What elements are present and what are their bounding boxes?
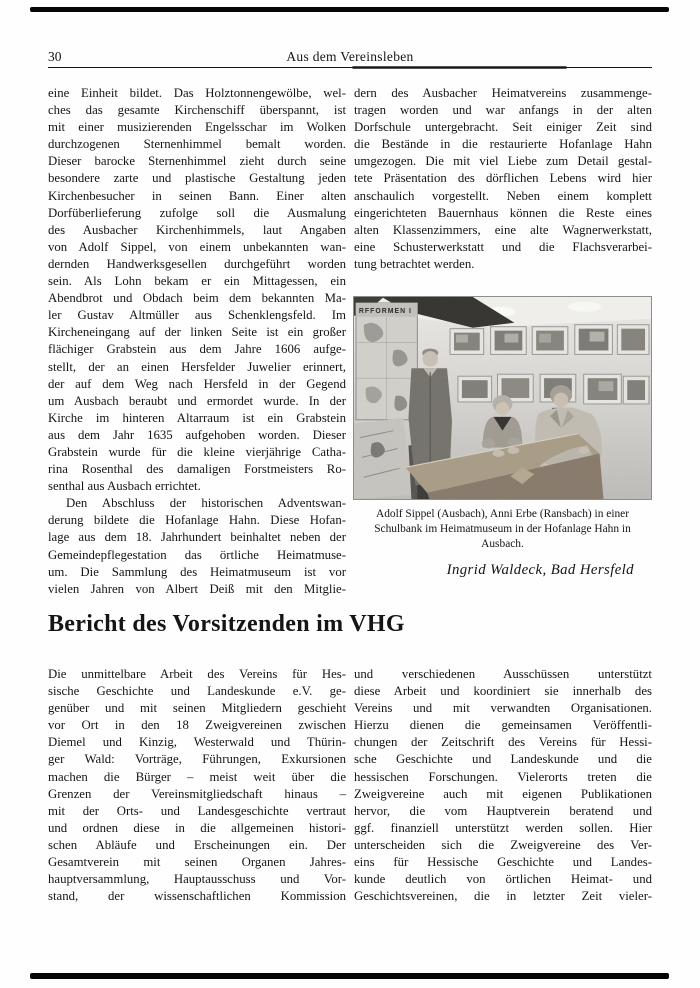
text-line: Abendbrot und Obdach beim dem bekannten Ma- [48,291,346,306]
poster-title: RFFORMEN I [358,307,412,315]
text-line: hessischen Forschungen. Vielerorts treten die [354,769,652,784]
text-line: vielen Jahren von Albert Deiß mit den Mitglie- [48,581,346,596]
article1-left-column [48,85,346,598]
text-line: ggf. finanziell unterstützt werden sollen. Hier [354,820,652,835]
text-line: ger Wald: Vorträge, Führungen, Exkursionen [48,752,346,767]
text-line: des Ausbacher Kirchenhimmels, laut Angaben [48,222,346,237]
text-line: Gesamtverein mit seinen Organen Jahres- [48,855,346,870]
text-line: Dieser barocke Sternenhimmel zieht durch seine [48,154,346,169]
text-line: hauptversammlung, Hauptausschuss und Vor- [48,872,346,887]
text-line: sche Geschichte und Landeskunde und die [354,752,652,767]
article1-left-paragraph2 [48,495,346,598]
text-line: genüber und mit seinen Mitgliedern geschieht [48,701,346,716]
text-line: mit der Orts- und Landesgeschichte vertraut [48,803,346,818]
text-line: von Adolf Sippel, von einem unbekannten wan- [48,239,346,254]
text-line: mit einer musizierenden Engelsschar im Wolken [48,120,346,135]
text-line: Diemel und Kinzig, Westerwald und Thürin- [48,735,346,750]
article1-right-paragraph [354,85,652,273]
text-line: alten Klassenzimmers, eine alte Wagnerwerkstatt, [354,222,652,237]
text-line: und ordnen diese in die allgemeinen histori- [48,820,346,835]
text-line: durchzogenen Sternenhimmel bemalt worden. [48,137,346,152]
text-line: ler Gustav Altmüller aus Schenklengsfeld. Im [48,308,346,323]
text-line: derung bildete die Hofanlage Hahn. Diese Hofan- [48,513,346,528]
text-line: aus dem Jahr 1635 aufgehoben worden. Dieser [48,427,346,442]
text-line: eingerichteten Bauernhaus können die Reste eines [354,205,652,220]
text-line: tete Präsentation des dörflichen Lebens wird hier [354,171,652,186]
text-line: eine Einheit bildet. Das Holztonnengewölbe, wel- [48,86,346,100]
museum-photo-illustration [354,297,651,499]
text-line: tung betrachtet werden. [354,256,475,271]
text-line: Kirche im hinteren Altarraum ist ein Grabstein [48,410,346,425]
article1-right-column [354,85,652,273]
text-line: Kirchenbesucher in seinen Bann. Einer alten [48,188,346,203]
text-line: dern des Ausbacher Heimatvereins zusammenge- [354,86,652,100]
text-line: Die unmittelbare Arbeit des Vereins für Hes- [48,667,346,681]
museum-photo [353,296,652,500]
text-line: lage aus dem 18. Jahrhundert beinhaltet neben der [48,530,346,545]
text-line: Geschichtsvereinen, die in letzter Zeit vieler- [354,889,652,904]
text-line: sische Geschichte und Landeskunde e.V. ge- [48,684,346,699]
text-line: Hierzu dienen die gemeinsamen Veröffentli- [354,718,652,733]
text-line: schen Abläufe und Erscheinungen ein. Der [48,837,346,852]
text-line: unterscheiden sich die Zweigvereine des Ver- [354,837,652,852]
text-line: Grabstein wurde für die kleine vierjährige Catha- [48,444,346,459]
text-line: tragen worden und war anfangs in der alten [354,103,652,118]
photo-caption [353,507,652,553]
text-line: sein. Als Lohn bekam er ein Mittagessen, ein [48,274,346,289]
text-line: machen die Bürger – meist weit über die [48,769,346,784]
text-line: flächiger Grabstein aus dem Jahre 1606 aufge- [48,342,346,357]
text-line: rina Rosenthal des damaligen Forstmeisters Ro- [48,462,346,477]
text-line: um Ausbach beraubt und ermordet wurde. In der [48,393,346,408]
text-line: um. Die Sammlung des Heimatmuseum ist vor [48,564,346,579]
text-line: Kircheneingang auf der linken Seite ist ein großer [48,325,346,340]
text-line: der auf dem Weg nach Hersfeld in der Gegend [48,376,346,391]
text-line: vor Ort in den 18 Zweigvereinen zwischen [48,718,346,733]
text-line: dernden Handwerksgesellen durchgeführt worden [48,256,346,271]
text-line: kunde deutlich von örtlichen Heimat- und [354,872,652,887]
text-line: diese Arbeit und koordiniert sie innerhalb des [354,684,652,699]
article2-right-column [354,666,652,905]
scan-edge-top-bar [30,7,669,12]
scan-edge-bottom-bar [30,973,669,979]
text-line: eine Schusterwerkstatt und die Flachsverarbei- [354,239,652,254]
text-line: Ausbach. [481,538,524,551]
header-rule-smudge [352,66,567,69]
text-line: Zweigvereine auch mit eigenen Publikationen [354,786,652,801]
text-line: ches das gesamte Kirchenschiff überspannt, ist [48,103,346,118]
text-line: und verschiedenen Ausschüssen unterstützt [354,667,652,681]
author-byline: Ingrid Waldeck, Bad Hersfeld [446,562,634,578]
text-line: stellt, der an einen Hersfelder Juwelier erinnert, [48,359,346,374]
text-line: senthal aus Ausbach errichtet. [48,479,201,494]
text-line: umgezogen. Die mit viel Liebe zum Detail gestal- [354,154,652,169]
film-grain-overlay [354,297,651,499]
text-line: Den Abschluss der historischen Adventswan- [66,496,346,511]
text-line: Grenzen der Vereinsmitgliedschaft hinaus – [48,786,346,801]
text-line: eins für Hessische Geschichte und Landes- [354,855,652,870]
text-line: Dorfschule untergebracht. Seit einiger Zeit sind [354,120,652,135]
text-line: anschaulich vorgestellt. Neben einem komplett [354,188,652,203]
text-line: Adolf Sippel (Ausbach), Anni Erbe (Ransbach) in einer [375,508,630,520]
text-line: Gemeindepflegestation das örtliche Heimatmuse- [48,547,346,562]
text-line: Dorfüberlieferung zufolge soll die Ausmalung [48,205,346,220]
section-title: Bericht des Vorsitzenden im VHG [48,611,405,637]
text-line: Vereins und mit verwandten Organisationen. [354,701,652,716]
text-line: chungen der Zeitschrift des Vereins für Hessi- [354,735,652,750]
article1-left-paragraph1 [48,85,346,495]
text-line: Schulbank im Heimatmuseum in der Hofanlage Hahn in [374,523,631,536]
article2-left-column [48,666,346,905]
running-header: Aus dem Vereinsleben [286,49,414,64]
text-line: besondere zarte und plastische Gestaltung jeden [48,171,346,186]
text-line: die Bestände in die restaurierte Hofanlage Hahn [354,137,652,152]
page-number: 30 [48,49,62,64]
text-line: stand, der wissenschaftlichen Kommission [48,889,346,904]
text-line: hervor, die vom Hauptverein beratend und [354,803,652,818]
